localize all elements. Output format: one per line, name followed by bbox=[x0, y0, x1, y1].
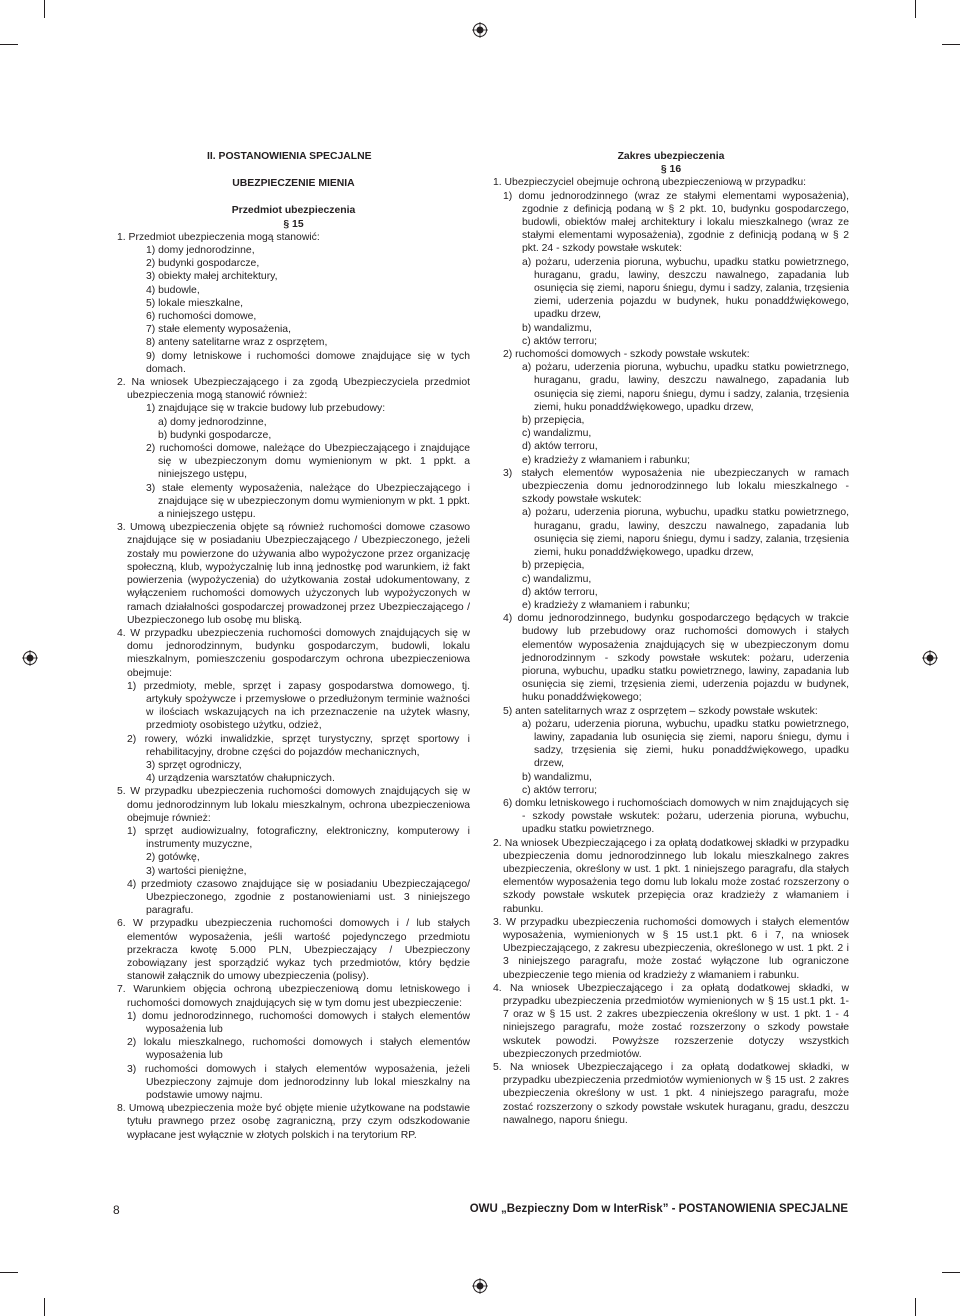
crop-mark bbox=[915, 0, 916, 18]
list-item: 3) wartości pieniężne, bbox=[146, 865, 247, 877]
list-item: 2) ruchomości domowe, należące do Ubezpieczającego i znajdujące się w ubezpieczonym domu wymienionym w pkt. 1 ppkt. a niniejszego ustępu, bbox=[146, 443, 470, 481]
list-item: 4) budowle, bbox=[146, 284, 200, 296]
page-number: 8 bbox=[113, 1203, 120, 1217]
list-item: a) pożaru, uderzenia pioruna, wybuchu, upadku statku powietrznego, huraganu, gradu, lawiny, deszczu nawalnego, zapadania lub osunięcia się ziemi, naporu śniegu, dymu i sadzy, zalania, trzęsienia ziemi, uderzenia pojazdu w budynek, huku ponaddźwiękowego, upadku drzew, bbox=[522, 256, 849, 321]
list-item: 5. Na wniosek Ubezpieczającego i za opłatą dodatkowej składki, w przypadku ubezpieczenia przedmiotów wymienionych w § 15 ust. 2 zakres ubezpieczenia określony w ust. 1 pkt. 4 niniejszego paragrafu, może zostać rozszerzony o szkody powstałe wskutek huraganu, gradu, deszczu nawalnego, naporu śniegu. bbox=[493, 1062, 849, 1126]
list-item: b) przepięcia, bbox=[522, 560, 585, 572]
list-item: d) aktów terroru, bbox=[522, 441, 598, 453]
list-item: 4. Na wniosek Ubezpieczającego i za opłatą dodatkowej składki, w przypadku ubezpieczenia przedmiotów wymienionych w § 15 ust.1 pkt. 1- 7 oraz w § 15 ust. 2 zakres ubezpieczenia określony w ust. 1 pkt. 1 - 4 niniejszego paragrafu, może zostać rozszerzony o szkody powstałe wskutek powodzi. Powyższe rozszerzenie dotyczy wszystkich ubezpieczonych przedmiotów. bbox=[493, 982, 849, 1060]
footer-title: OWU „Bezpieczny Dom w InterRisk” - POSTANOWIENIA SPECJALNE bbox=[469, 1203, 848, 1215]
scope-heading: Zakres ubezpieczenia bbox=[617, 151, 725, 162]
list-item: a) pożaru, uderzenia pioruna, wybuchu, upadku statku powietrznego, huraganu, gradu, lawiny, deszczu nawalnego, zapadania lub osunięcia się ziemi, naporu śniegu, dymu i sadzy, zalania, trzęsienia ziemi, huku ponaddźwiękowego, upadku drzew, bbox=[522, 362, 849, 413]
list-item: 5. W przypadku ubezpieczenia ruchomości domowych znajdujących się w domu jednorodzinnym lub lokalu mieszkalnym, ochrona ubezpieczeniowa obejmuje również: bbox=[117, 786, 470, 824]
list-item: 6. W przypadku ubezpieczenia ruchomości domowych i / lub stałych elementów wyposażenia, jeśli wartość pojedynczego przedmiotu przekracza kwotę 5.000 PLN, Ubezpieczający / Ubezpieczony zobowiązany jest sporządzić wykaz tych przedmiotów, który będzie stanowił załącznik do umowy ubezpieczenia (polisy). bbox=[117, 918, 470, 983]
paragraph-sign: § 15 bbox=[283, 218, 304, 230]
list-item: 4) urządzenia warsztatów chałupniczych. bbox=[146, 773, 335, 785]
list-item: 1) domu jednorodzinnego, ruchomości domowych i stałych elementów wyposażenia lub bbox=[127, 1010, 470, 1035]
list-item: a) pożaru, uderzenia pioruna, wybuchu, upadku statku powietrznego, lawiny, zapadania lub osunięcia się ziemi, naporu śniegu, dymu i sadzy, trzęsienia się ziemi, huku ponaddźwiękowego, upadku drzew, bbox=[522, 718, 849, 770]
list-item: 1) znajdujące się w trakcie budowy lub przebudowy: bbox=[146, 403, 386, 415]
list-item: 4) domu jednorodzinnego, budynku gospodarczego będących w trakcie budowy lub przebudowy oraz ruchomości domowych i stałych elementów wyposażenia znajdujących się w ubezpieczonym domu jednorodzinnym - szkody powstałe wskutek: pożaru, uderzenia pioruna, wybuchu, upadku statku powietrznego, lawiny, zapadania lub osunięcia się ziemi, trzęsienia ziemi, uderzenia pojazdu w budynek, huku ponaddźwiękowego; bbox=[503, 613, 849, 704]
crop-mark bbox=[942, 1272, 960, 1273]
list-item: 7) stałe elementy wyposażenia, bbox=[146, 324, 291, 336]
registration-mark-icon bbox=[922, 650, 938, 666]
list-item: 3) stałych elementów wyposażenia nie ubezpieczanych w ramach ubezpieczenia domu jednorodzinnego lub lokalu mieszkalnego - szkody powstałe wskutek: bbox=[503, 467, 849, 506]
list-item: b) budynki gospodarcze, bbox=[158, 429, 272, 441]
list-item: 4) przedmioty czasowo znajdujące się w posiadaniu Ubezpieczającego/ Ubezpieczonego, zgodnie z postanowieniami ust. 3 niniejszego paragrafu. bbox=[127, 878, 470, 917]
list-item: 2) ruchomości domowych - szkody powstałe wskutek: bbox=[503, 349, 750, 361]
list-item: 3) sprzęt ogrodniczy, bbox=[146, 759, 242, 771]
list-item: 1) domu jednorodzinnego (wraz ze stałymi elementami wyposażenia), zgodnie z definicją podaną w § 2 pkt. 10, budynku gospodarczego, budowli, obiektów małej architektury i lokalu mieszkalnego (wraz ze stałymi elementami wyposażenia), zgodnie z definicją podaną w § 2 pkt. 24 - szkody powstałe wskutek: bbox=[503, 190, 849, 255]
crop-mark bbox=[915, 1298, 916, 1316]
paragraph-sign: § 16 bbox=[660, 164, 682, 176]
registration-mark-icon bbox=[472, 1278, 488, 1294]
list-item: b) przepięcia, bbox=[522, 415, 585, 427]
list-item: c) aktów terroru; bbox=[522, 784, 598, 796]
subject-heading: Przedmiot ubezpieczenia bbox=[231, 205, 356, 217]
list-item: a) domy jednorodzinne, bbox=[158, 416, 267, 428]
list-item: a) pożaru, uderzenia pioruna, wybuchu, upadku statku powietrznego, huraganu, gradu, lawiny, deszczu nawalnego, zapadania lub osunięcia się ziemi, naporu śniegu, dymu i sadzy, zalania, trzęsienia ziemi, huku ponaddźwiękowego, upadku drzew, bbox=[522, 507, 849, 559]
list-item: 1) sprzęt audiowizualny, fotograficzny, elektroniczny, komputerowy i instrumenty muzyczne, bbox=[127, 825, 470, 851]
crop-mark bbox=[0, 1272, 18, 1273]
left-column bbox=[117, 150, 470, 1142]
list-item: d) aktów terroru, bbox=[522, 586, 598, 598]
crop-mark bbox=[0, 44, 18, 45]
list-item: b) wandalizmu, bbox=[522, 771, 592, 783]
list-item: 1) przedmioty, meble, sprzęt i zapasy gospodarstwa domowego, tj. artykuły spożywcze i przemysłowe o przedłużonym terminie ważności w ilościach wskazujących na ich przeznaczenie na użytek własny, przedmioty osobistego użytku, odzież, bbox=[127, 680, 470, 732]
crop-mark bbox=[44, 1298, 45, 1316]
list-item: 3. W przypadku ubezpieczenia ruchomości domowych i stałych elementów wyposażenia, wymienionych w § 15 ust.1 pkt. 6 i 7, na wniosek Ubezpieczającego, z zakresu ubezpieczenia, określonego w ust. 1 pkt. 2 i 3 niniejszego paragrafu, może zostać wyłączone lub ograniczone ubezpieczenie tego mienia od kradzieży z włamaniem i rabunku. bbox=[493, 916, 849, 981]
list-item: b) wandalizmu, bbox=[522, 322, 592, 334]
registration-mark-icon bbox=[22, 650, 38, 666]
list-item: c) wandalizmu, bbox=[522, 573, 592, 585]
list-item: 3) stałe elementy wyposażenia, należące do Ubezpieczającego i znajdujące się w ubezpieczonym domu wymienionym w pkt. 1 ppkt. a niniejszego ustępu. bbox=[146, 482, 470, 521]
crop-mark bbox=[44, 0, 45, 18]
list-item: 2. Na wniosek Ubezpieczającego i za zgodą Ubezpieczyciela przedmiot ubezpieczenia mogą stanowić również: bbox=[117, 377, 470, 402]
list-item: 8) anteny satelitarne wraz z osprzętem, bbox=[146, 337, 328, 349]
list-item: 6) domku letniskowego i ruchomościach domowych w nim znajdujących się - szkody powstałe wskutek: pożaru, uderzenia pioruna, wybuchu, upadku statku powietrznego. bbox=[503, 797, 849, 836]
list-item: 4. W przypadku ubezpieczenia ruchomości domowych znajdujących się w domu jednorodzinnym, budynku gospodarczym, budowli, lokalu mieszkalnym, pomieszczeniu gospodarczym ochrona ubezpieczeniowa obejmuje: bbox=[117, 627, 470, 679]
list-item: 2) rowery, wózki inwalidzkie, sprzęt turystyczny, sprzęt sportowy i rehabilitacyjny, drobne części do pojazdów mechanicznych, bbox=[127, 733, 470, 758]
registration-mark-icon bbox=[472, 22, 488, 38]
list-item: 1. Ubezpieczyciel obejmuje ochroną ubezpieczeniową w przypadku: bbox=[493, 177, 807, 189]
right-column bbox=[493, 150, 849, 1127]
list-item: 2) lokalu mieszkalnego, ruchomości domowych i stałych elementów wyposażenia lub bbox=[127, 1037, 470, 1062]
list-item: c) aktów terroru; bbox=[522, 335, 598, 347]
crop-mark bbox=[942, 44, 960, 45]
list-item: 3) obiekty małej architektury, bbox=[146, 271, 278, 283]
list-item: 8. Umową ubezpieczenia może być objęte mienie użytkowane na podstawie tytułu prawnego przez osobę zagraniczną, przy czym odszkodowanie wypłacane jest wyłącznie w złotych polskich i na terytorium RP. bbox=[117, 1103, 470, 1141]
subsection-heading: UBEZPIECZENIE MIENIA bbox=[232, 178, 355, 190]
list-item: 1) domy jednorodzinne, bbox=[146, 245, 255, 257]
list-item: 9) domy letniskowe i ruchomości domowe znajdujące się w tych domach. bbox=[146, 350, 470, 375]
list-item: 6) ruchomości domowe, bbox=[146, 311, 257, 323]
list-item: 2. Na wniosek Ubezpieczającego i za opłatą dodatkowej składki w przypadku ubezpieczenia domu jednorodzinnego lub lokalu mieszkalnego zakres ubezpieczenia, określony w ust. 1 pkt. 1 niniejszego paragrafu, dla stałych elementów wyposażenia tego domu lub lokalu może zostać rozszerzony o szkody powstałe wskutek przepięcia oraz kradzieży z włamaniem i rabunku. bbox=[493, 837, 849, 915]
list-item: e) kradzieży z włamaniem i rabunku; bbox=[522, 454, 691, 466]
list-item: 1. Przedmiot ubezpieczenia mogą stanowić: bbox=[117, 231, 320, 243]
list-item: 5) lokale mieszkalne, bbox=[146, 297, 244, 309]
list-item: 2) budynki gospodarcze, bbox=[146, 258, 260, 270]
list-item: 3. Umową ubezpieczenia objęte są również ruchomości domowe czasowo znajdujące się w posiadaniu Ubezpieczającego / Ubezpieczonego, jeżeli zostały mu powierzone do używania albo wypożyczone przez organizację społeczną, klub, wypożyczalnię lub inną jednostkę pod warunkiem, iż fakt powierzenia (wypożyczenia) do użytkowania został udokumentowany, z wyłączeniem ruchomości domowych użyczonych lub wypożyczonych w ramach działalności gospodarczej prowadzonej przez Ubezpieczającego / Ubezpieczonego lub osobę mu bliską. bbox=[117, 522, 470, 626]
list-item: 3) ruchomości domowych i stałych elementów wyposażenia, jeżeli Ubezpieczony zajmuje dom jednorodzinny lub lokal mieszkalny na podstawie umowy najmu. bbox=[127, 1063, 470, 1102]
list-item: e) kradzieży z włamaniem i rabunku; bbox=[522, 599, 691, 611]
list-item: c) wandalizmu, bbox=[522, 428, 592, 440]
list-item: 2) gotówkę, bbox=[146, 852, 200, 864]
list-item: 7. Warunkiem objęcia ochroną ubezpieczeniową domu letniskowego i ruchomości domowych znajdujących się w tym domu jest ubezpieczenie: bbox=[117, 984, 470, 1009]
section-heading: II. POSTANOWIENIA SPECJALNE bbox=[207, 151, 372, 162]
list-item: 5) anten satelitarnych wraz z osprzętem – szkody powstałe wskutek: bbox=[503, 705, 818, 717]
